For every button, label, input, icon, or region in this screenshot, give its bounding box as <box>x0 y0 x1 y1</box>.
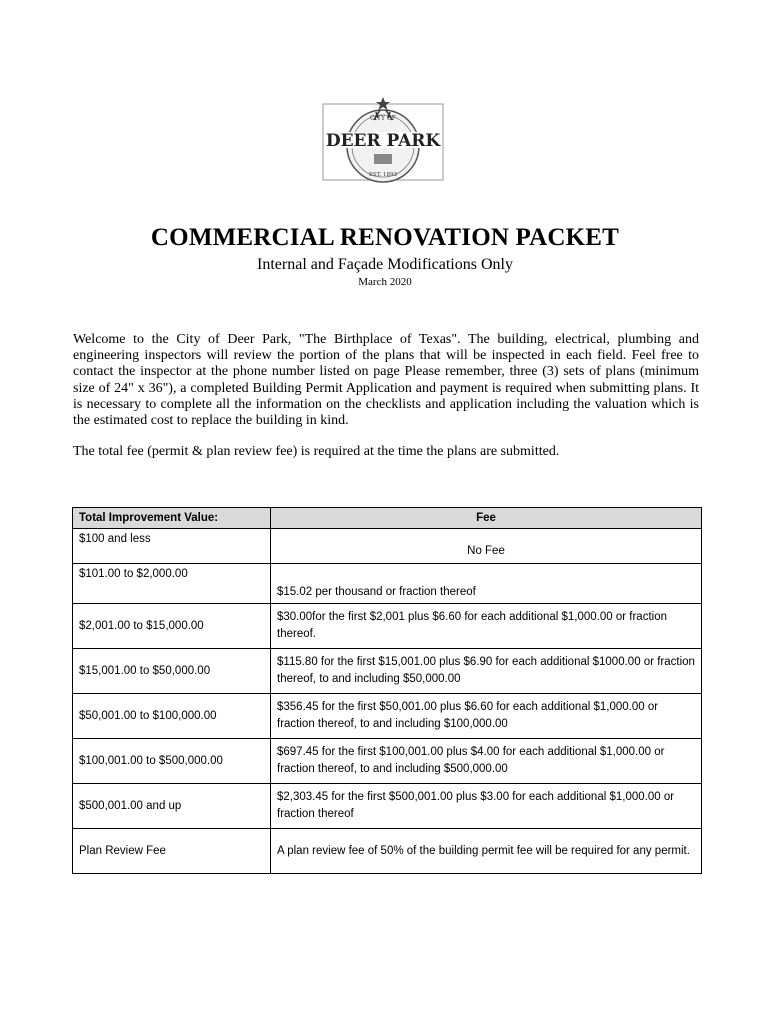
fee-cell: $15.02 per thousand or fraction thereof <box>271 564 702 604</box>
table-row <box>73 649 702 694</box>
table-row <box>73 829 702 874</box>
fee-schedule-table <box>72 507 702 874</box>
column-header-fee: Fee <box>271 508 702 529</box>
fee-cell: No Fee <box>271 529 702 564</box>
deer-park-seal-logo <box>322 96 444 196</box>
value-cell: $50,001.00 to $100,000.00 <box>73 694 271 739</box>
table-row <box>73 529 702 564</box>
value-cell: $101.00 to $2,000.00 <box>73 564 271 604</box>
value-cell: $100,001.00 to $500,000.00 <box>73 739 271 784</box>
svg-text:DEER PARK: DEER PARK <box>325 131 441 151</box>
table-row <box>73 739 702 784</box>
fee-cell: $115.80 for the first $15,001.00 plus $6.90 for each additional $1000.00 or fraction thereof, to and including $50,000.00 <box>271 649 702 694</box>
table-header-row <box>73 508 702 529</box>
fee-cell: $2,303.45 for the first $500,001.00 plus $3.00 for each additional $1,000.00 or fraction thereof <box>271 784 702 829</box>
value-cell: $100 and less <box>73 529 271 564</box>
page-subtitle: Internal and Façade Modifications Only <box>257 256 513 273</box>
table-row <box>73 694 702 739</box>
fee-cell: A plan review fee of 50% of the building permit fee will be required for any permit. <box>271 829 702 874</box>
table-row <box>73 604 702 649</box>
intro-paragraph: Welcome to the City of Deer Park, "The Birthplace of Texas". The building, electrical, plumbing and engineering inspectors will review the portion of the plans that will be inspected in each field. Feel free to contact the inspector at the phone number listed on page Please remember, three (3) sets of plans (minimum size of 24" x 36"), a completed Building Permit Application and payment is required when submitting plans. It is necessary to complete all the information on the checklists and application including the valuation which is the estimated cost to replace the building in kind. <box>73 332 699 429</box>
fee-note-paragraph: The total fee (permit & plan review fee) is required at the time the plans are submitted. <box>73 444 560 459</box>
value-cell: Plan Review Fee <box>73 829 271 874</box>
svg-text:CITY OF: CITY OF <box>370 115 396 122</box>
value-cell: $15,001.00 to $50,000.00 <box>73 649 271 694</box>
value-cell: $500,001.00 and up <box>73 784 271 829</box>
table-row <box>73 564 702 604</box>
svg-text:EST. 1893: EST. 1893 <box>368 172 398 178</box>
fee-cell: $30.00for the first $2,001 plus $6.60 for each additional $1,000.00 or fraction thereof. <box>271 604 702 649</box>
document-date: March 2020 <box>358 276 412 288</box>
value-cell: $2,001.00 to $15,000.00 <box>73 604 271 649</box>
column-header-value: Total Improvement Value: <box>73 508 271 529</box>
table-row <box>73 784 702 829</box>
page-title: COMMERCIAL RENOVATION PACKET <box>150 224 620 251</box>
fee-cell: $697.45 for the first $100,001.00 plus $4.00 for each additional $1,000.00 or fraction thereof, to and including $500,000.00 <box>271 739 702 784</box>
fee-cell: $356.45 for the first $50,001.00 plus $6.60 for each additional $1,000.00 or fraction thereof, to and including $100,000.00 <box>271 694 702 739</box>
